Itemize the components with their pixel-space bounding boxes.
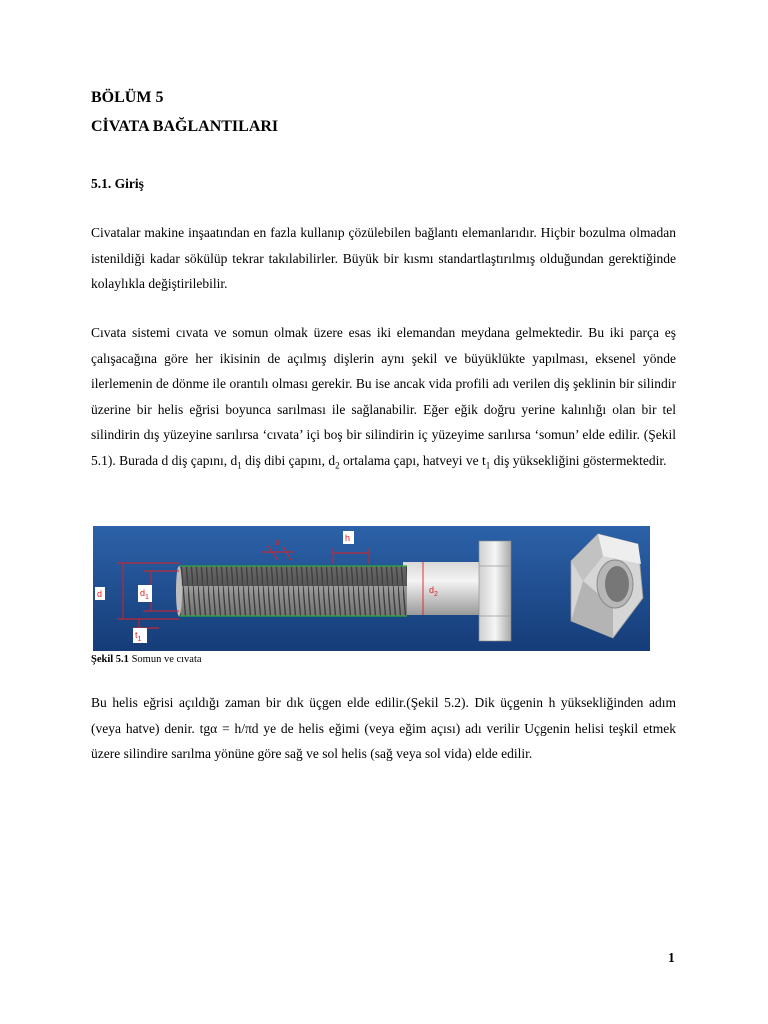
paragraph-text: Bu helis eğrisi açıldığı zaman bir dık üçgen elde edilir.(Şekil 5.2). Dik üçgenin h yüksekliğinden adım (veya hatve) denir. tgα = h/πd ye de helis eğimi (veya eğim açısı) adı verilir Uçgenin helisi teşkil etmek üzere silindire sarılma yönüne göre sağ ve sol helis (sağ veya sol vida) elde edilir.	[91, 695, 676, 761]
paragraph-text: diş dibi çapını, d	[241, 452, 336, 468]
paragraph-text: Cıvata sistemi cıvata ve somun olmak üzere esas iki elemandan meydana gelmektedir. Bu iki parça eş çalışacağına göre her ikisinin de açılmış dişlerin aynı şekil ve büyüklükte yapılması, eksenel yönde ilerlemenin de dönme ile orantılı olması gerekir. Bu ise ancak vida profili adı verilen diş şeklinin bir silindir üzerine bir helis eğrisi boyunca sarılması ile sağlanabilir. Eğer eğik doğru yerine kalınlığı olan bir tel silindirin dış yüzeyine sarılırsa ‘cıvata’ içi boş bir silindirin iç yüzeyime sarılırsa ‘somun’ elde edilir. (Şekil 5.1). Burada d diş çapını, d	[91, 325, 676, 468]
paragraph-text: Civatalar makine inşaatından en fazla kullanıp çözülebilen bağlantı elemanlarıdır. Hiçbir bozulma olmadan istenildiği kadar sökülüp tekrar takılabilirler. Büyük bir kısmı standartlaştırılmış olduğundan gerektiğinde kolaylıkla değiştirilebilir.	[91, 225, 676, 291]
chapter-title: CİVATA BAĞLANTILARI	[91, 118, 279, 135]
subscript: 2	[335, 460, 340, 471]
caption-text: Somun ve cıvata	[128, 654, 202, 665]
bolt-nut-illustration	[93, 526, 650, 651]
bolt-thread	[179, 566, 407, 616]
label-d1: $d_1$	[140, 588, 149, 601]
bolt-shank	[403, 562, 483, 615]
bolt-head	[479, 541, 511, 641]
page-number: 1	[668, 950, 675, 965]
paragraph-system	[91, 320, 676, 479]
label-t1: $t_1$	[135, 630, 142, 643]
paragraph-text: ortalama çapı, hatveyi ve t	[339, 452, 486, 468]
bolt-nut-figure	[93, 526, 650, 651]
caption-label: Şekil 5.1	[91, 654, 129, 665]
paragraph-intro	[91, 220, 676, 297]
subscript: 1	[485, 460, 491, 471]
label-d: d	[97, 589, 103, 599]
paragraph-text: diş yüksekliğini göstermektedir.	[490, 452, 667, 468]
bolt-tip	[176, 566, 182, 616]
paragraph-helix	[91, 690, 676, 767]
label-alpha: α	[275, 537, 281, 547]
subscript: 1	[237, 460, 242, 471]
figure-caption	[91, 654, 202, 665]
label-h: h	[345, 533, 351, 543]
chapter-number: BÖLÜM 5	[91, 89, 164, 106]
section-heading: 5.1. Giriş	[91, 176, 144, 191]
label-d2: $d_2$	[429, 585, 438, 598]
